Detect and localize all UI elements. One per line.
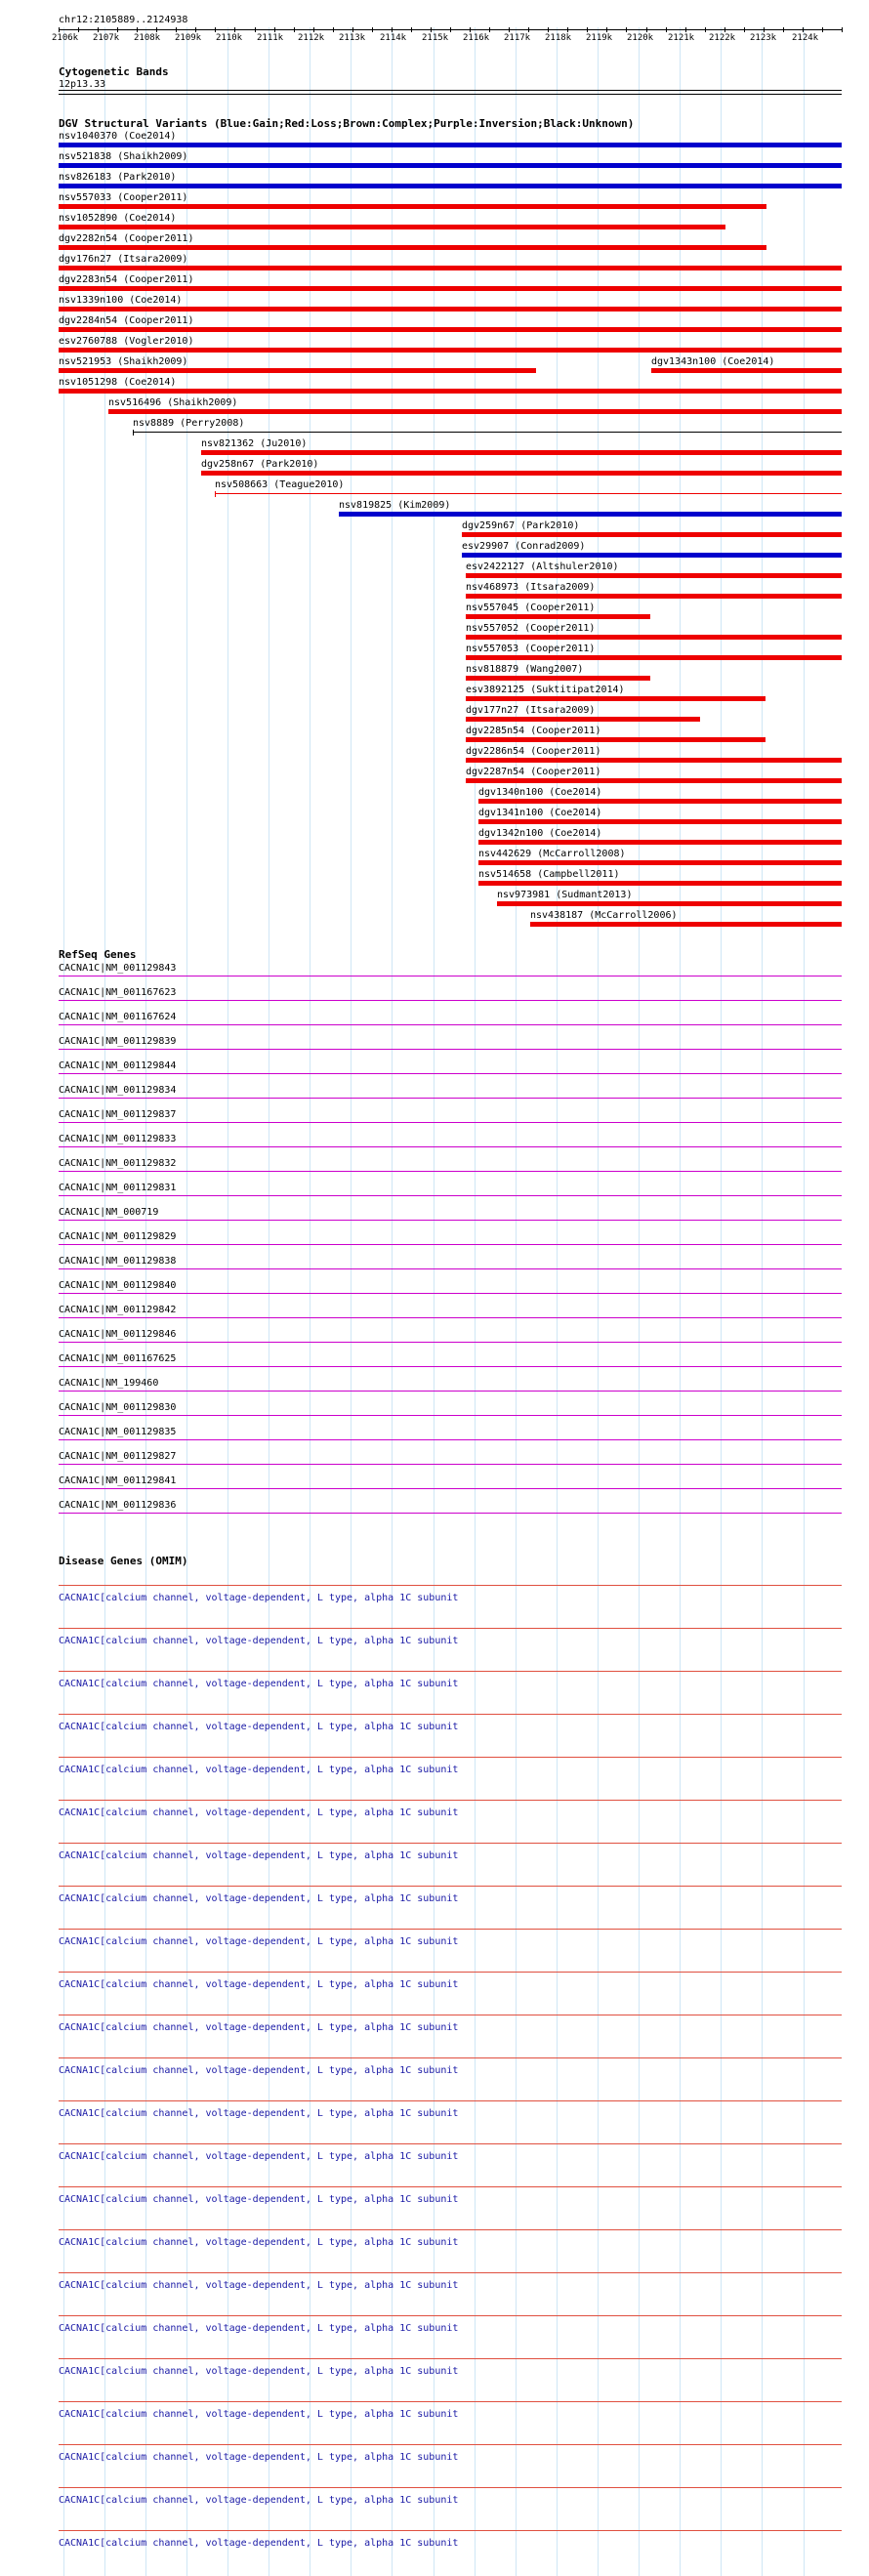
- ruler-minor-tick: [274, 27, 275, 32]
- omim-gene-line: [59, 2229, 842, 2230]
- variant-label: dgv2283n54 (Cooper2011): [59, 274, 194, 285]
- refseq-gene-line[interactable]: [59, 1049, 842, 1050]
- variant-label: nsv468973 (Itsara2009): [466, 582, 596, 593]
- variant-bar[interactable]: [59, 348, 842, 353]
- ruler-tick-label: 2110k: [216, 33, 243, 43]
- variant-bar[interactable]: [59, 266, 842, 270]
- variant-label: dgv1342n100 (Coe2014): [478, 828, 602, 839]
- ruler-minor-tick: [626, 27, 627, 32]
- omim-gene-line: [59, 2315, 842, 2316]
- cytoband-label: 12p13.33: [59, 79, 106, 90]
- variant-bar[interactable]: [466, 676, 650, 681]
- ruler-minor-tick: [587, 27, 588, 32]
- ruler-tick-label: 2115k: [422, 33, 449, 43]
- omim-disease-label[interactable]: CACNA1C[calcium channel, voltage-dependent, L type, alpha 1C subunit: [59, 2237, 459, 2248]
- variant-label: nsv521838 (Shaikh2009): [59, 151, 188, 162]
- variant-label: dgv2282n54 (Cooper2011): [59, 233, 194, 244]
- ruler-minor-tick: [255, 27, 256, 32]
- ruler-minor-tick: [567, 27, 568, 32]
- variant-bar[interactable]: [59, 286, 842, 291]
- ruler-minor-tick: [78, 27, 79, 32]
- omim-gene-line: [59, 2057, 842, 2058]
- ruler-minor-tick: [294, 27, 295, 32]
- omim-gene-line: [59, 2358, 842, 2359]
- omim-disease-label[interactable]: CACNA1C[calcium channel, voltage-dependent, L type, alpha 1C subunit: [59, 1893, 459, 1904]
- refseq-gene-line[interactable]: [59, 1317, 842, 1318]
- variant-bar[interactable]: [59, 245, 766, 250]
- variant-bar[interactable]: [59, 368, 536, 373]
- ruler-minor-tick: [685, 27, 686, 32]
- ruler-tick-label: 2106k: [52, 33, 79, 43]
- variant-bar[interactable]: [478, 881, 842, 886]
- ruler-minor-tick: [470, 27, 471, 32]
- variant-label: nsv514658 (Campbell2011): [478, 869, 620, 880]
- variant-label: nsv1052890 (Coe2014): [59, 213, 177, 224]
- ruler-tick-label: 2117k: [504, 33, 531, 43]
- variant-label: dgv2284n54 (Cooper2011): [59, 315, 194, 326]
- ruler-tick-label: 2109k: [175, 33, 202, 43]
- ruler-minor-tick: [764, 27, 765, 32]
- refseq-gene-line[interactable]: [59, 1366, 842, 1367]
- ruler-minor-tick: [744, 27, 745, 32]
- omim-gene-line: [59, 2444, 842, 2445]
- ruler-minor-tick: [411, 27, 412, 32]
- variant-label: dgv2285n54 (Cooper2011): [466, 726, 601, 736]
- ruler-tick-label: 2116k: [463, 33, 490, 43]
- variant-bar[interactable]: [651, 368, 842, 373]
- variant-bar[interactable]: [59, 143, 842, 147]
- refseq-gene-line[interactable]: [59, 1391, 842, 1392]
- ruler-minor-tick: [195, 27, 196, 32]
- variant-label: nsv819825 (Kim2009): [339, 500, 451, 511]
- variant-bar[interactable]: [59, 307, 842, 312]
- omim-disease-label[interactable]: CACNA1C[calcium channel, voltage-dependent, L type, alpha 1C subunit: [59, 2022, 459, 2033]
- ruler-tick-label: 2122k: [709, 33, 736, 43]
- omim-gene-line: [59, 1843, 842, 1844]
- variant-label: nsv8889 (Perry2008): [133, 418, 245, 429]
- omim-disease-label[interactable]: CACNA1C[calcium channel, voltage-dependent, L type, alpha 1C subunit: [59, 1936, 459, 1947]
- ruler-minor-tick: [489, 27, 490, 32]
- variant-label: nsv557045 (Cooper2011): [466, 602, 596, 613]
- variant-label: nsv516496 (Shaikh2009): [108, 397, 238, 408]
- omim-gene-line: [59, 1800, 842, 1801]
- omim-disease-label[interactable]: CACNA1C[calcium channel, voltage-dependent, L type, alpha 1C subunit: [59, 2065, 459, 2076]
- refseq-gene-line[interactable]: [59, 1024, 842, 1025]
- ruler-tick-label: 2114k: [380, 33, 407, 43]
- variant-label: nsv973981 (Sudmant2013): [497, 890, 633, 900]
- variant-label: nsv521953 (Shaikh2009): [59, 356, 188, 367]
- variant-label: nsv1040370 (Coe2014): [59, 131, 177, 142]
- ruler-tick-label: 2123k: [750, 33, 777, 43]
- omim-gene-line: [59, 1929, 842, 1930]
- variant-bar[interactable]: [466, 778, 842, 783]
- variant-bar[interactable]: [108, 409, 842, 414]
- refseq-gene-label: CACNA1C|NM_001129837: [59, 1109, 177, 1120]
- ruler-minor-tick: [705, 27, 706, 32]
- variant-label: nsv1051298 (Coe2014): [59, 377, 177, 388]
- ruler-minor-tick: [803, 27, 804, 32]
- variant-bar[interactable]: [497, 901, 842, 906]
- variant-label: dgv177n27 (Itsara2009): [466, 705, 596, 716]
- refseq-gene-line[interactable]: [59, 1464, 842, 1465]
- ruler-tick-label: 2124k: [792, 33, 819, 43]
- variant-bar[interactable]: [478, 860, 842, 865]
- variant-label: dgv1343n100 (Coe2014): [651, 356, 775, 367]
- refseq-gene-label: CACNA1C|NM_001167625: [59, 1353, 177, 1364]
- refseq-gene-line[interactable]: [59, 1342, 842, 1343]
- omim-disease-label[interactable]: CACNA1C[calcium channel, voltage-dependent, L type, alpha 1C subunit: [59, 2323, 459, 2334]
- variant-bar[interactable]: [59, 184, 842, 188]
- omim-disease-label[interactable]: CACNA1C[calcium channel, voltage-dependent, L type, alpha 1C subunit: [59, 1807, 459, 1818]
- omim-gene-line: [59, 1972, 842, 1973]
- variant-bar[interactable]: [59, 163, 842, 168]
- refseq-gene-line[interactable]: [59, 1000, 842, 1001]
- refseq-gene-line[interactable]: [59, 1146, 842, 1147]
- omim-gene-line: [59, 1585, 842, 1586]
- variant-label: nsv818879 (Wang2007): [466, 664, 584, 675]
- variant-bar[interactable]: [59, 204, 766, 209]
- variant-label: dgv258n67 (Park2010): [201, 459, 319, 470]
- ruler-minor-tick: [548, 27, 549, 32]
- ruler-minor-tick: [137, 27, 138, 32]
- refseq-gene-line[interactable]: [59, 1220, 842, 1221]
- ruler-tick-label: 2120k: [627, 33, 654, 43]
- ruler-minor-tick: [156, 27, 157, 32]
- ruler-minor-tick: [528, 27, 529, 32]
- omim-gene-line: [59, 2401, 842, 2402]
- ruler-minor-tick: [822, 27, 823, 32]
- omim-gene-line: [59, 2487, 842, 2488]
- refseq-track-title: RefSeq Genes: [59, 948, 137, 961]
- variant-label: dgv1341n100 (Coe2014): [478, 808, 602, 818]
- ruler-minor-tick: [98, 27, 99, 32]
- variant-bar[interactable]: [339, 512, 842, 517]
- ruler-minor-tick: [313, 27, 314, 32]
- refseq-gene-label: CACNA1C|NM_001129830: [59, 1402, 177, 1413]
- refseq-gene-label: CACNA1C|NM_001129843: [59, 963, 177, 974]
- ruler-minor-tick: [431, 27, 432, 32]
- omim-gene-line: [59, 2100, 842, 2101]
- variant-start-mark: [215, 491, 216, 497]
- omim-disease-label[interactable]: CACNA1C[calcium channel, voltage-dependent, L type, alpha 1C subunit: [59, 1979, 459, 1990]
- refseq-gene-line[interactable]: [59, 1171, 842, 1172]
- ruler-tick-label: 2112k: [298, 33, 325, 43]
- refseq-gene-label: CACNA1C|NM_199460: [59, 1378, 159, 1389]
- omim-disease-label[interactable]: CACNA1C[calcium channel, voltage-dependent, L type, alpha 1C subunit: [59, 2366, 459, 2377]
- variant-bar[interactable]: [466, 655, 842, 660]
- ruler-minor-tick: [450, 27, 451, 32]
- variant-bar[interactable]: [59, 389, 842, 394]
- variant-bar[interactable]: [466, 594, 842, 599]
- ruler-minor-tick: [333, 27, 334, 32]
- refseq-gene-label: CACNA1C|NM_000719: [59, 1207, 159, 1218]
- omim-disease-label[interactable]: CACNA1C[calcium channel, voltage-dependent, L type, alpha 1C subunit: [59, 2538, 459, 2549]
- refseq-gene-label: CACNA1C|NM_001129832: [59, 1158, 177, 1169]
- variant-label: dgv2287n54 (Cooper2011): [466, 767, 601, 777]
- refseq-gene-label: CACNA1C|NM_001129846: [59, 1329, 177, 1340]
- region-label: chr12:2105889..2124938: [59, 15, 188, 25]
- ruler-tick-label: 2119k: [586, 33, 613, 43]
- refseq-gene-line[interactable]: [59, 1268, 842, 1269]
- omim-gene-line: [59, 2143, 842, 2144]
- omim-disease-label[interactable]: CACNA1C[calcium channel, voltage-dependent, L type, alpha 1C subunit: [59, 2409, 459, 2420]
- ruler-tick-label: 2118k: [545, 33, 572, 43]
- cytoband-rule-bottom: [59, 94, 842, 95]
- omim-disease-label[interactable]: CACNA1C[calcium channel, voltage-dependent, L type, alpha 1C subunit: [59, 2194, 459, 2205]
- omim-gene-line: [59, 1757, 842, 1758]
- variant-label: nsv821362 (Ju2010): [201, 438, 308, 449]
- variant-bar[interactable]: [462, 532, 842, 537]
- refseq-gene-label: CACNA1C|NM_001167624: [59, 1012, 177, 1022]
- variant-label: nsv557033 (Cooper2011): [59, 192, 188, 203]
- variant-bar[interactable]: [462, 553, 842, 558]
- cytoband-rule-top: [59, 90, 842, 91]
- ruler-minor-tick: [59, 27, 60, 32]
- variant-label: esv2760788 (Vogler2010): [59, 336, 194, 347]
- omim-disease-label[interactable]: CACNA1C[calcium channel, voltage-dependent, L type, alpha 1C subunit: [59, 1679, 459, 1689]
- refseq-gene-label: CACNA1C|NM_001129834: [59, 1085, 177, 1096]
- refseq-gene-line[interactable]: [59, 1122, 842, 1123]
- ruler-tick-label: 2108k: [134, 33, 161, 43]
- variant-bar[interactable]: [466, 696, 766, 701]
- ruler-minor-tick: [724, 27, 725, 32]
- variant-label: esv2422127 (Altshuler2010): [466, 561, 619, 572]
- variant-label: dgv2286n54 (Cooper2011): [466, 746, 601, 757]
- variant-label: dgv259n67 (Park2010): [462, 520, 580, 531]
- ruler-minor-tick: [392, 27, 393, 32]
- omim-gene-line: [59, 2186, 842, 2187]
- refseq-gene-line[interactable]: [59, 1098, 842, 1099]
- omim-track-title: Disease Genes (OMIM): [59, 1555, 188, 1567]
- refseq-gene-label: CACNA1C|NM_001129839: [59, 1036, 177, 1047]
- omim-disease-label[interactable]: CACNA1C[calcium channel, voltage-dependent, L type, alpha 1C subunit: [59, 1850, 459, 1861]
- ruler-minor-tick: [176, 27, 177, 32]
- refseq-gene-label: CACNA1C|NM_001129836: [59, 1500, 177, 1511]
- dgv-track-title: DGV Structural Variants (Blue:Gain;Red:Loss;Brown:Complex;Purple:Inversion;Black:Unknown): [59, 117, 635, 130]
- variant-bar[interactable]: [466, 614, 650, 619]
- cytoband-track-title: Cytogenetic Bands: [59, 65, 169, 78]
- omim-gene-line: [59, 1886, 842, 1887]
- variant-label: esv29907 (Conrad2009): [462, 541, 586, 552]
- ruler-minor-tick: [372, 27, 373, 32]
- omim-disease-label[interactable]: CACNA1C[calcium channel, voltage-dependent, L type, alpha 1C subunit: [59, 2452, 459, 2463]
- ruler-minor-tick: [509, 27, 510, 32]
- refseq-gene-label: CACNA1C|NM_001129827: [59, 1451, 177, 1462]
- variant-bar[interactable]: [478, 819, 842, 824]
- omim-disease-label[interactable]: CACNA1C[calcium channel, voltage-dependent, L type, alpha 1C subunit: [59, 2108, 459, 2119]
- variant-bar[interactable]: [201, 471, 842, 476]
- variant-label: nsv557053 (Cooper2011): [466, 644, 596, 654]
- ruler-minor-tick: [783, 27, 784, 32]
- refseq-gene-label: CACNA1C|NM_001129844: [59, 1060, 177, 1071]
- variant-label: nsv1339n100 (Coe2014): [59, 295, 183, 306]
- omim-gene-line: [59, 1714, 842, 1715]
- variant-bar[interactable]: [201, 450, 842, 455]
- variant-label: esv3892125 (Suktitipat2014): [466, 685, 625, 695]
- refseq-gene-line[interactable]: [59, 1415, 842, 1416]
- ruler-minor-tick: [117, 27, 118, 32]
- refseq-gene-line[interactable]: [59, 1513, 842, 1514]
- variant-bar[interactable]: [478, 840, 842, 845]
- ruler-tick-label: 2121k: [668, 33, 695, 43]
- refseq-gene-label: CACNA1C|NM_001129842: [59, 1305, 177, 1315]
- refseq-gene-label: CACNA1C|NM_001167623: [59, 987, 177, 998]
- refseq-gene-line[interactable]: [59, 1073, 842, 1074]
- variant-start-mark: [133, 430, 134, 436]
- variant-bar[interactable]: [466, 717, 700, 722]
- omim-gene-line: [59, 2530, 842, 2531]
- ruler-minor-tick: [234, 27, 235, 32]
- ruler-minor-tick: [352, 27, 353, 32]
- variant-bar[interactable]: [466, 573, 842, 578]
- omim-disease-label[interactable]: CACNA1C[calcium channel, voltage-dependent, L type, alpha 1C subunit: [59, 1636, 459, 1646]
- omim-gene-line: [59, 1671, 842, 1672]
- refseq-gene-label: CACNA1C|NM_001129835: [59, 1427, 177, 1437]
- ruler-tick-label: 2111k: [257, 33, 284, 43]
- omim-disease-label[interactable]: CACNA1C[calcium channel, voltage-dependent, L type, alpha 1C subunit: [59, 2280, 459, 2291]
- variant-label: nsv508663 (Teague2010): [215, 479, 345, 490]
- refseq-gene-label: CACNA1C|NM_001129831: [59, 1183, 177, 1193]
- variant-label: nsv438187 (McCarroll2006): [530, 910, 678, 921]
- variant-label: dgv176n27 (Itsara2009): [59, 254, 188, 265]
- variant-bar[interactable]: [59, 225, 725, 229]
- variant-label: nsv557052 (Cooper2011): [466, 623, 596, 634]
- omim-gene-line: [59, 2272, 842, 2273]
- variant-bar[interactable]: [530, 922, 842, 927]
- refseq-gene-line[interactable]: [59, 1195, 842, 1196]
- ruler-minor-tick: [666, 27, 667, 32]
- variant-bar[interactable]: [466, 758, 842, 763]
- refseq-gene-line[interactable]: [59, 1293, 842, 1294]
- variant-bar[interactable]: [478, 799, 842, 804]
- ruler-tick-label: 2113k: [339, 33, 366, 43]
- ruler-tick-label: 2107k: [93, 33, 120, 43]
- refseq-gene-label: CACNA1C|NM_001129838: [59, 1256, 177, 1267]
- ruler-minor-tick: [215, 27, 216, 32]
- refseq-gene-label: CACNA1C|NM_001129833: [59, 1134, 177, 1144]
- refseq-gene-label: CACNA1C|NM_001129840: [59, 1280, 177, 1291]
- variant-label: nsv442629 (McCarroll2008): [478, 849, 626, 859]
- variant-bar[interactable]: [466, 635, 842, 640]
- variant-bar[interactable]: [215, 493, 842, 494]
- variant-bar[interactable]: [133, 432, 842, 433]
- refseq-gene-label: CACNA1C|NM_001129829: [59, 1231, 177, 1242]
- omim-gene-line: [59, 1628, 842, 1629]
- variant-label: dgv1340n100 (Coe2014): [478, 787, 602, 798]
- omim-disease-label[interactable]: CACNA1C[calcium channel, voltage-dependent, L type, alpha 1C subunit: [59, 1593, 459, 1603]
- variant-bar[interactable]: [59, 327, 842, 332]
- variant-bar[interactable]: [466, 737, 766, 742]
- refseq-gene-line[interactable]: [59, 1488, 842, 1489]
- refseq-gene-label: CACNA1C|NM_001129841: [59, 1475, 177, 1486]
- omim-disease-label[interactable]: CACNA1C[calcium channel, voltage-dependent, L type, alpha 1C subunit: [59, 2151, 459, 2162]
- refseq-gene-line[interactable]: [59, 1439, 842, 1440]
- omim-disease-label[interactable]: CACNA1C[calcium channel, voltage-dependent, L type, alpha 1C subunit: [59, 1722, 459, 1732]
- ruler-minor-tick: [606, 27, 607, 32]
- ruler-minor-tick: [646, 27, 647, 32]
- refseq-gene-line[interactable]: [59, 1244, 842, 1245]
- ruler-minor-tick: [842, 27, 843, 32]
- variant-label: nsv826183 (Park2010): [59, 172, 177, 183]
- omim-disease-label[interactable]: CACNA1C[calcium channel, voltage-dependent, L type, alpha 1C subunit: [59, 2495, 459, 2506]
- omim-disease-label[interactable]: CACNA1C[calcium channel, voltage-dependent, L type, alpha 1C subunit: [59, 1765, 459, 1775]
